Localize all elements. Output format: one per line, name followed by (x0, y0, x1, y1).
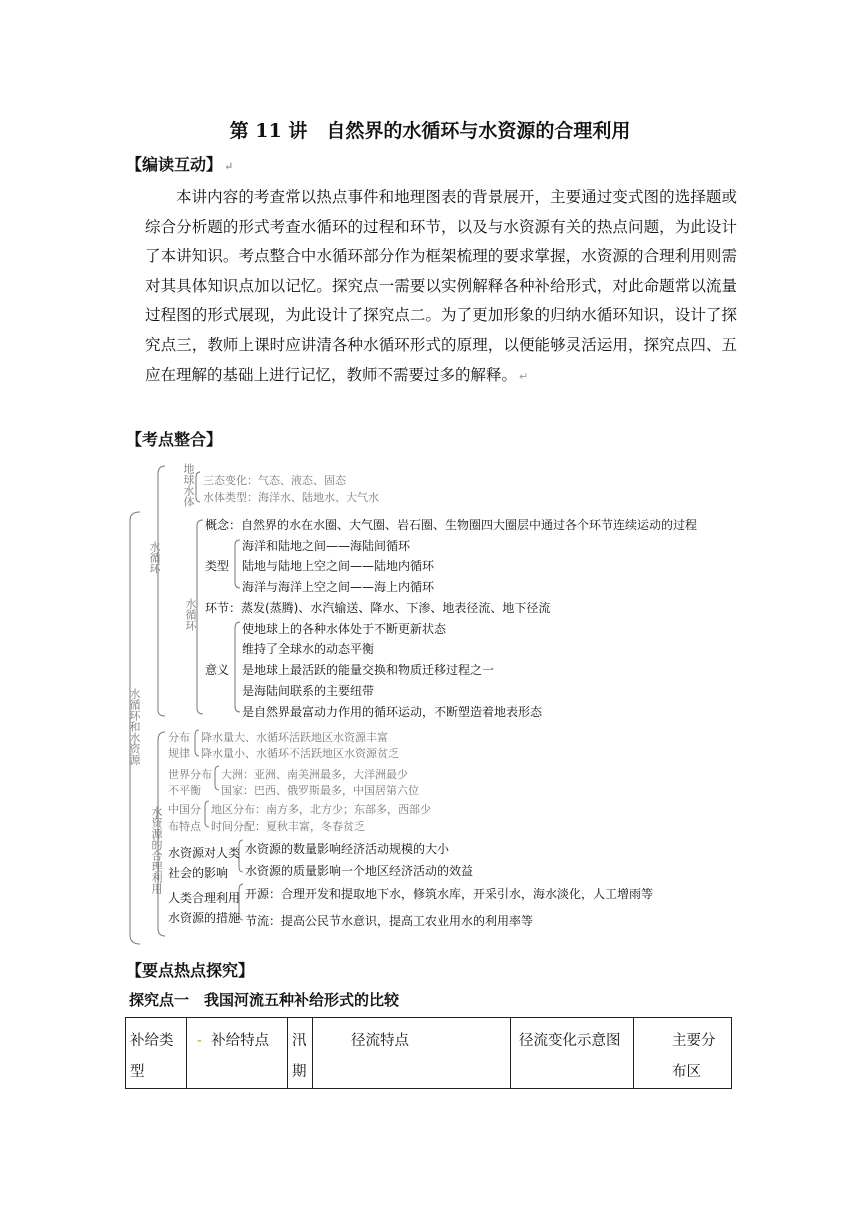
world-distribution-label: 世界分布 (168, 768, 212, 781)
table-header-row (126, 1018, 732, 1089)
cycle-type-item: 陆地与陆地上空之间——陆地内循环 (242, 559, 435, 573)
world-distribution-item: 大洲：亚洲、南美洲最多，大洋洲最少 (221, 768, 408, 781)
cycle-label: 水循环 (184, 598, 197, 631)
world-distribution-item: 国家：巴西、俄罗斯最多，中国居第六位 (221, 784, 419, 797)
earth-water-label: 地球水体 (182, 463, 195, 507)
section-heading-reading-text: 【编读互动】 (126, 155, 223, 174)
cycle-meaning-item: 使地球上的各种水体处于不断更新状态 (242, 622, 447, 636)
table-header-cell: 补给类型 (126, 1018, 187, 1089)
earth-water-item: 水体类型：海洋水、陆地水、大气水 (203, 491, 379, 504)
table-header-cell: - 补给特点 (187, 1018, 288, 1089)
table-header-cell: 汛期 (288, 1018, 313, 1089)
distribution-law-item: 降水量小、水循环不活跃地区水资源贫乏 (201, 747, 399, 760)
section-heading-hotspots: 【要点热点探究】 (126, 961, 255, 980)
distribution-law-item: 降水量大、水循环活跃地区水资源丰富 (201, 731, 388, 744)
china-distribution-label: 中国分 (168, 803, 201, 816)
table-header-cell-text: 补给特点 (211, 1033, 270, 1049)
measures-label: 人类合理利用 (168, 891, 241, 905)
paragraph-mark: ↵ (224, 160, 234, 173)
paragraph-mark: ↵ (519, 369, 529, 383)
china-distribution-label: 布特点 (168, 820, 201, 833)
cycle-meaning-label: 意义 (205, 663, 230, 677)
cycle-meaning-item: 是海陆间联系的主要纽带 (242, 684, 375, 698)
china-distribution-item: 时间分配：夏秋丰富，冬春贫乏 (211, 820, 365, 833)
cycle-type-label: 类型 (205, 559, 230, 573)
cycle-meaning-item: 是自然界最富动力作用的循环运动，不断塑造着地表形态 (242, 705, 543, 719)
explore-point-heading: 探究点一 我国河流五种补给形式的比较 (129, 991, 400, 1009)
intro-paragraph-text: 本讲内容的考查常以热点事件和地理图表的背景展开，主要通过变式图的选择题或综合分析题的形式考查水循环的过程和环节，以及与水资源有关的热点问题，为此设计了本讲知识。考点整合中水循环部分作为框架梳理的要求掌握，水资源的合理利用则需对其具体知识点加以记忆。探究点一需要以实例解释各种补给形式，对此命题常以流量过程图的形式展现，为此设计了探究点二。为了更加形象的归纳水循环知识，设计了探究点三，教师上课时应讲清各种水循环形式的原理，以便能够灵活运用，探究点四、五应在理解的基础上进行记忆，教师不需要过多的解释。 (145, 188, 737, 384)
cycle-type-item: 海洋和陆地之间——海陆间循环 (242, 539, 411, 553)
cycle-type-item: 海洋与海洋上空之间——海上内循环 (242, 580, 435, 594)
distribution-law-label: 规律 (168, 747, 190, 760)
table-header-cell: 径流变化示意图 (511, 1018, 634, 1089)
page-title: 第 11 讲 自然界的水循环与水资源的合理利用 (229, 120, 631, 142)
cycle-meaning-item: 是地球上最活跃的能量交换和物质迁移过程之一 (242, 663, 495, 677)
distribution-law-label: 分布 (168, 731, 190, 744)
impact-label: 社会的影响 (168, 866, 229, 880)
diagram-root-label: 水循环和水资源 (128, 688, 141, 765)
earth-water-item: 三态变化：气态、液态、固态 (203, 474, 346, 487)
cycle-meaning-item: 维持了全球水的动态平衡 (242, 642, 375, 656)
table-header-cell: 主要分布区 (634, 1018, 732, 1089)
measures-item: 节流：提高公民节水意识，提高工农业用水的利用率等 (245, 914, 534, 928)
impact-item: 水资源的质量影响一个地区经济活动的效益 (245, 864, 474, 878)
water-cycle-label: 水循环 (148, 541, 161, 574)
cycle-concept: 概念：自然界的水在水圈、大气圈、岩石圈、生物圈四大圈层中通过各个环节连续运动的过程 (205, 518, 698, 532)
measures-item: 开源：合理开发和提取地下水，修筑水库，开采引水，海水淡化，人工增雨等 (245, 887, 654, 901)
impact-item: 水资源的数量影响经济活动规模的大小 (245, 842, 450, 856)
table-header-cell: 径流特点 (313, 1018, 511, 1089)
world-distribution-label: 不平衡 (168, 784, 201, 797)
impact-label: 水资源对人类 (168, 846, 241, 860)
cycle-links: 环节：蒸发(蒸腾)、水汽输送、降水、下渗、地表径流、地下径流 (205, 601, 551, 615)
section-heading-exam-points: 【考点整合】 (126, 430, 223, 449)
china-distribution-item: 地区分布：南方多，北方少；东部多，西部少 (211, 803, 431, 816)
measures-label: 水资源的措施 (168, 911, 241, 925)
resources-label: 水资源的合理利用 (150, 806, 163, 894)
recharge-comparison-table (125, 1017, 732, 1089)
